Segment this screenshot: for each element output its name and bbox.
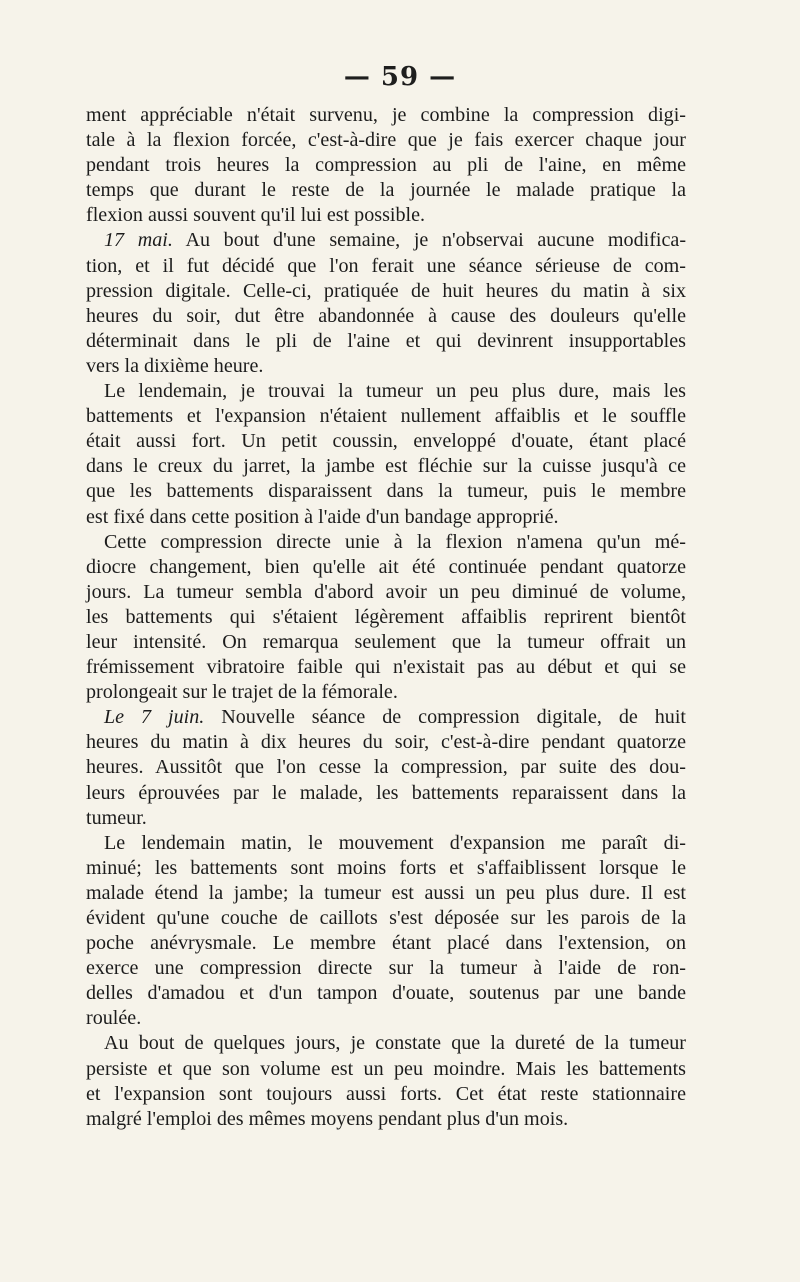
paragraph-6 bbox=[86, 831, 686, 1032]
text-line: delles d'amadou et d'un tampon d'ouate, soutenus par une bande bbox=[86, 982, 686, 1005]
text-line: évident qu'une couche de caillots s'est déposée sur les parois de la bbox=[86, 907, 686, 929]
text-line: que les battements disparaissent dans la tumeur, puis le membre bbox=[86, 480, 686, 503]
text-line: temps que durant le reste de la journée le malade pratique la bbox=[86, 179, 686, 202]
text-line: malade étend la jambe; la tumeur est aussi un peu plus dure. Il est bbox=[86, 881, 686, 904]
page-number: — 59 — bbox=[343, 62, 457, 92]
text-line: est fixé dans cette position à l'aide d'un bandage approprié. bbox=[86, 505, 559, 528]
text-line: minué; les battements sont moins forts et s'affaiblissent lorsque le bbox=[86, 856, 686, 879]
text-line: Cette compression directe unie à la flexion n'amena qu'un mé- bbox=[104, 530, 686, 553]
text-line: Au bout de quelques jours, je constate que la dureté de la tumeur bbox=[104, 1032, 686, 1055]
text-line: diocre changement, bien qu'elle ait été continuée pendant quatorze bbox=[86, 555, 686, 578]
text-line: exerce une compression directe sur la tumeur à l'aide de ron- bbox=[86, 957, 686, 980]
text-line: tale à la flexion forcée, c'est-à-dire que je fais exercer chaque jour bbox=[86, 129, 686, 152]
date-label: 17 mai. bbox=[104, 229, 173, 252]
paragraph-3 bbox=[86, 379, 686, 530]
text-line: pression digitale. Celle-ci, pratiquée de huit heures du matin à six bbox=[86, 279, 686, 302]
text-line: les battements qui s'étaient légèrement affaiblis reprirent bientôt bbox=[86, 605, 686, 628]
text-line-content: Au bout d'une semaine, je n'observai aucune modifica- bbox=[185, 229, 687, 252]
text-line: leurs éprouvées par le malade, les battements reparaissent dans la bbox=[86, 781, 686, 804]
text-line: ment appréciable n'était survenu, je combine la compression digi- bbox=[86, 104, 686, 126]
text-line bbox=[86, 705, 686, 730]
text-line: heures du matin à dix heures du soir, c'est-à-dire pendant quatorze bbox=[86, 731, 686, 754]
text-line: battements et l'expansion n'étaient nullement affaiblis et le souffle bbox=[86, 405, 686, 428]
text-line: malgré l'emploi des mêmes moyens pendant plus d'un mois. bbox=[86, 1107, 569, 1130]
text-line bbox=[86, 228, 686, 253]
text-line: déterminait dans le pli de l'aine et qui devinrent insupportables bbox=[86, 329, 686, 352]
text-line: flexion aussi souvent qu'il lui est possible. bbox=[86, 204, 426, 227]
text-line: heures du soir, dut être abandonnée à cause des douleurs qu'elle bbox=[86, 304, 686, 327]
text-line: et l'expansion sont toujours aussi forts. Cet état reste stationnaire bbox=[86, 1082, 686, 1105]
text-line: roulée. bbox=[86, 1007, 142, 1030]
paragraph-2 bbox=[86, 228, 686, 379]
text-line: pendant trois heures la compression au pli de l'aine, en même bbox=[86, 154, 686, 177]
text-line: persiste et que son volume est un peu moindre. Mais les battements bbox=[86, 1057, 686, 1080]
text-line: frémissement vibratoire faible qui n'existait pas au début et qui se bbox=[86, 656, 686, 679]
text-line: Le lendemain matin, le mouvement d'expansion me paraît di- bbox=[104, 831, 686, 854]
text-line: vers la dixième heure. bbox=[86, 354, 264, 377]
paragraph-5 bbox=[86, 705, 686, 830]
paragraph-4 bbox=[86, 530, 686, 706]
date-label: Le 7 juin. bbox=[104, 706, 205, 729]
text-line: était aussi fort. Un petit coussin, enveloppé d'ouate, étant placé bbox=[86, 430, 686, 453]
paragraph-7 bbox=[86, 1031, 686, 1131]
text-line-content: Nouvelle séance de compression digitale, de huit bbox=[221, 706, 686, 729]
text-line: prolongeait sur le trajet de la fémorale. bbox=[86, 681, 398, 704]
text-line: tion, et il fut décidé que l'on ferait une séance sérieuse de com- bbox=[86, 254, 686, 277]
paragraph-1 bbox=[86, 103, 686, 228]
text-line: poche anévrysmale. Le membre étant placé dans l'extension, on bbox=[86, 932, 686, 955]
body-text bbox=[86, 103, 686, 1132]
text-line: jours. La tumeur sembla d'abord avoir un peu diminué de volume, bbox=[86, 580, 686, 603]
text-line: tumeur. bbox=[86, 806, 147, 829]
text-line: leur intensité. On remarqua seulement que la tumeur offrait un bbox=[86, 630, 686, 653]
text-line: heures. Aussitôt que l'on cesse la compression, par suite des dou- bbox=[86, 756, 686, 779]
text-line: dans le creux du jarret, la jambe est fléchie sur la cuisse jusqu'à ce bbox=[86, 455, 686, 478]
text-line: Le lendemain, je trouvai la tumeur un peu plus dure, mais les bbox=[104, 380, 686, 403]
